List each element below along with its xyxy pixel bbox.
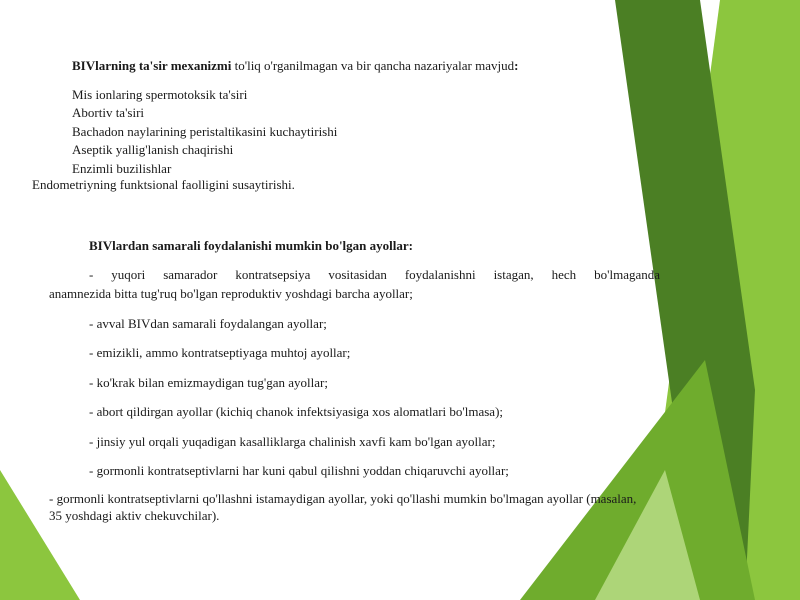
mechanism-item: Enzimli buzilishlar (72, 161, 172, 176)
section1-heading-bold: BIVlarning ta'sir mexanizmi (72, 58, 232, 73)
mechanism-item: Mis ionlaring spermotoksik ta'siri (72, 87, 248, 102)
indication-item: - emizikli, ammo kontratseptiyaga muhtoj ayollar; (89, 345, 351, 360)
indication-last-line-2: 35 yoshdagi aktiv chekuvchilar). (49, 508, 220, 523)
section1-heading (72, 57, 518, 75)
indication-paragraph-1-cont: anamnezida bitta tug'ruq bo'lgan reproduktiv yoshdagi barcha ayollar; (49, 286, 413, 301)
section2-heading: BIVlardan samarali foydalanishi mumkin bo'lgan ayollar: (89, 238, 413, 253)
indication-item: - avval BIVdan samarali foydalangan ayollar; (89, 316, 327, 331)
mechanism-item: Bachadon naylarining peristaltikasini kuchaytirishi (72, 124, 338, 139)
indication-item: - jinsiy yul orqali yuqadigan kasalliklarga chalinish xavfi kam bo'lgan ayollar; (89, 434, 496, 449)
mechanism-item: Abortiv ta'siri (72, 105, 145, 120)
section1-heading-rest: to'liq o'rganilmagan va bir qancha nazariyalar mavjud (231, 58, 515, 73)
mechanism-item: Aseptik yallig'lanish chaqirishi (72, 142, 234, 157)
indication-item: - ko'krak bilan emizmaydigan tug'gan ayollar; (89, 375, 328, 390)
section1-heading-colon: : (514, 58, 519, 73)
mechanism-tail: Endometriyning funktsional faolligini susaytirishi. (32, 177, 295, 192)
indication-item: - gormonli kontratseptivlarni har kuni qabul qilishni yoddan chiqaruvchi ayollar; (89, 463, 509, 478)
indication-item: - abort qildirgan ayollar (kichiq chanok infektsiyasiga xos alomatlari bo'lmasa); (89, 404, 504, 419)
indication-paragraph-1: - yuqori samarador kontratsepsiya vositasidan foydalanishni istagan, hech bo'lmaganda (89, 267, 660, 282)
indication-last-line-1: - gormonli kontratseptivlarni qo'llashni istamaydigan ayollar, yoki qo'llashi mumkin bo'lmagan ayollar (masalan, (49, 491, 637, 506)
